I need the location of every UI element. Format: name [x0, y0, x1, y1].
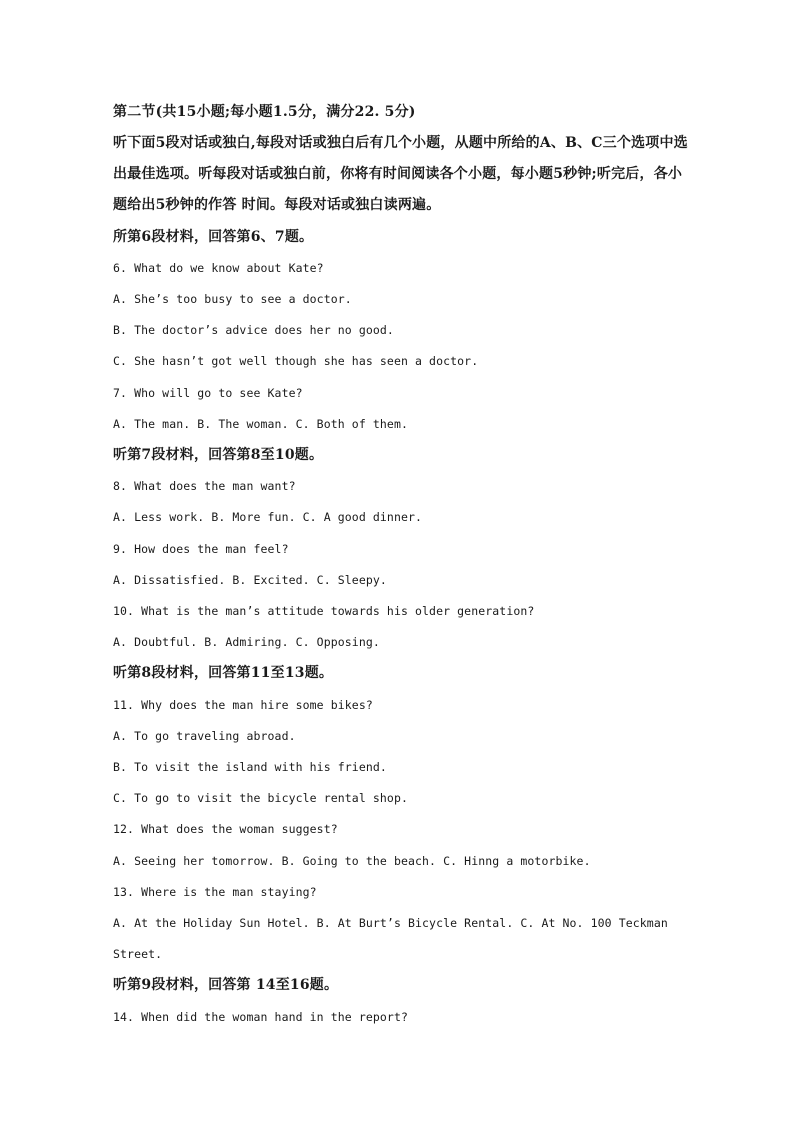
question-6-option-c: C. She hasn’t got well though she has seen a doctor. — [113, 354, 479, 368]
question-11-option-a: A. To go traveling abroad. — [113, 729, 296, 743]
question-6-option-b: B. The doctor’s advice does her no good. — [113, 323, 394, 337]
question-11: 11. Why does the man hire some bikes? — [113, 698, 373, 712]
instructions-line-2: 出最佳选项。听每段对话或独白前，你将有时间阅读各个小题，每小题5秒钟;听完后，各小 — [113, 166, 683, 182]
question-13-options: A. At the Holiday Sun Hotel. B. At Burt’s Bicycle Rental. C. At No. 100 Teckman — [113, 916, 668, 930]
question-8-options: A. Less work. B. More fun. C. A good dinner. — [113, 510, 423, 524]
question-9-options: A. Dissatisfied. B. Excited. C. Sleepy. — [113, 573, 387, 587]
material-6-heading: 所第6段材料，回答第6、7题。 — [113, 229, 314, 245]
section-heading: 第二节(共15小题;每小题1.5分，满分22. 5分) — [113, 104, 416, 120]
question-13: 13. Where is the man staying? — [113, 885, 317, 899]
question-6-option-a: A. She’s too busy to see a doctor. — [113, 292, 352, 306]
question-7: 7. Who will go to see Kate? — [113, 386, 303, 400]
question-8: 8. What does the man want? — [113, 479, 296, 493]
material-9-heading: 听第9段材料，回答第 14至16题。 — [113, 977, 339, 993]
instructions-line-1: 听下面5段对话或独白,每段对话或独白后有几个小题，从题中所给的A、B、C三个选项中选 — [113, 135, 688, 151]
material-8-heading: 听第8段材料，回答第11至13题。 — [113, 665, 334, 681]
question-14: 14. When did the woman hand in the report? — [113, 1010, 408, 1024]
instructions-line-3: 题给出5秒钟的作答 时间。每段对话或独白读两遍。 — [113, 197, 441, 213]
question-9: 9. How does the man feel? — [113, 542, 289, 556]
question-12-options: A. Seeing her tomorrow. B. Going to the beach. C. Hinng a motorbike. — [113, 854, 591, 868]
question-10-options: A. Doubtful. B. Admiring. C. Opposing. — [113, 635, 380, 649]
question-12: 12. What does the woman suggest? — [113, 822, 338, 836]
question-7-options: A. The man. B. The woman. C. Both of them. — [113, 417, 408, 431]
question-11-option-b: B. To visit the island with his friend. — [113, 760, 387, 774]
question-11-option-c: C. To go to visit the bicycle rental shop. — [113, 791, 408, 805]
question-13-options-cont: Street. — [113, 947, 163, 961]
material-7-heading: 听第7段材料，回答第8至10题。 — [113, 447, 324, 463]
question-10: 10. What is the man’s attitude towards his older generation? — [113, 604, 535, 618]
question-6: 6. What do we know about Kate? — [113, 261, 324, 275]
